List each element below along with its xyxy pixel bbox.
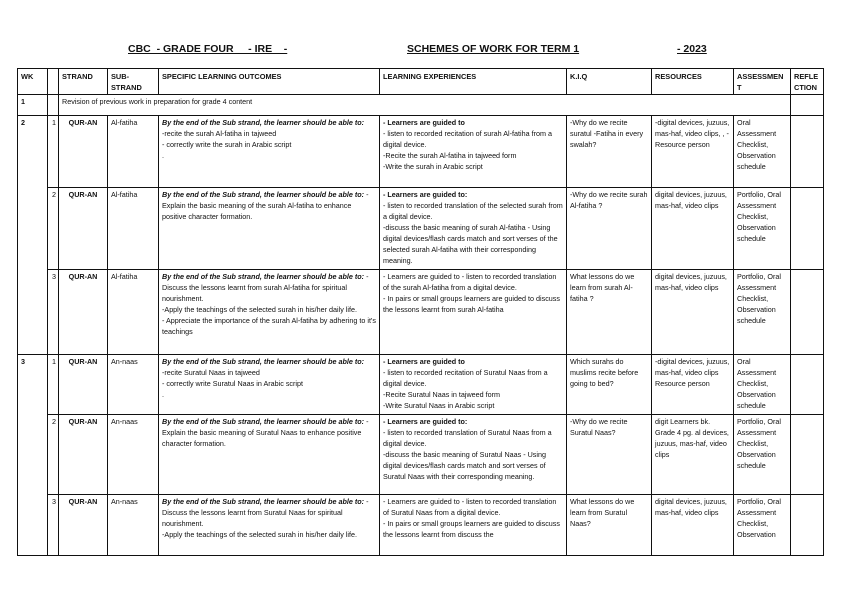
strand-cell: QUR-AN	[59, 355, 108, 415]
header-resources: RESOURCES	[652, 69, 734, 95]
slo-cell	[159, 116, 380, 188]
assessment-cell: Portfolio, Oral Assessment Checklist, Observation schedule	[734, 415, 791, 495]
assessment-cell: Oral Assessment Checklist, Observation schedule	[734, 116, 791, 188]
slo-item: -Explain the basic meaning of Suratul Naas to enhance positive character formation.	[162, 417, 369, 448]
slo-item: -Explain the basic meaning of the surah Al-fatiha to enhance positive character formation.	[162, 190, 369, 221]
substrand-cell: Al-fatiha	[108, 116, 159, 188]
le-item: - In pairs or small groups learners are guided to discuss the lessons learnt from surah Al-fatiha	[383, 294, 560, 314]
lesson-cell: 2	[48, 415, 59, 495]
title-grade: CBC - GRADE FOUR - IRE -	[128, 43, 288, 55]
lesson-cell: 2	[48, 188, 59, 270]
le-item: -Write the surah in Arabic script	[383, 162, 483, 171]
slo-lead: By the end of the Sub strand, the learner should be able to:	[162, 272, 365, 281]
header-assessment: ASSESSMENT	[734, 69, 791, 95]
slo-cell	[159, 188, 380, 270]
le-item: -discuss the basic meaning of Suratul Naas - Using digital devices/flash cards match and sort verses of Suratul Naas with their corresponding meaning.	[383, 450, 546, 481]
slo-item: - Appreciate the importance of the surah Al-fatiha by adhering to it's teachings	[162, 316, 376, 336]
kiq-cell: -Why do we recite suratul -Fatiha in every swalah?	[567, 116, 652, 188]
le-cell	[380, 415, 567, 495]
lesson-cell: 1	[48, 116, 59, 188]
reflection-cell	[791, 188, 824, 270]
slo-cell	[159, 495, 380, 556]
kiq-cell: -Why do we recite Suratul Naas?	[567, 415, 652, 495]
table-row	[18, 495, 824, 556]
header-le: LEARNING EXPERIENCES	[380, 69, 567, 95]
wk-cell: 1	[18, 95, 48, 116]
strand-cell: QUR-AN	[59, 188, 108, 270]
le-item: - listen to recorded recitation of Suratul Naas from a digital device.	[383, 368, 548, 388]
substrand-cell: Al-fatiha	[108, 270, 159, 355]
substrand-cell: An-naas	[108, 495, 159, 556]
lesson-cell: 1	[48, 355, 59, 415]
le-lead: - Learners are guided to:	[383, 190, 468, 199]
substrand-cell: An-naas	[108, 415, 159, 495]
kiq-cell: What lessons do we learn from Suratul Naas?	[567, 495, 652, 556]
le-item: - listen to recorded translation of Suratul Naas from a digital device.	[383, 428, 552, 448]
title-schemes: SCHEMES OF WORK FOR TERM 1	[407, 43, 580, 55]
resources-cell: digital devices, juzuus, mas-haf, video clips	[652, 495, 734, 556]
header-kiq: K.I.Q	[567, 69, 652, 95]
resources-cell: -digital devices, juzuus, mas-haf, video clips, , -Resource person	[652, 116, 734, 188]
kiq-cell: What lessons do we learn from surah Al-fatiha ?	[567, 270, 652, 355]
resources-cell: digital devices, juzuus, mas-haf, video clips	[652, 270, 734, 355]
le-cell	[380, 116, 567, 188]
le-item: -Recite the surah Al-fatiha in tajweed form	[383, 151, 517, 160]
slo-item: - correctly write Suratul Naas in Arabic script	[162, 379, 303, 388]
le-item: -Write Suratul Naas in Arabic script	[383, 401, 495, 410]
resources-cell: digital devices, juzuus, mas-haf, video clips	[652, 188, 734, 270]
le-lead: - Learners are guided to	[383, 357, 465, 366]
header-slo: SPECIFIC LEARNING OUTCOMES	[159, 69, 380, 95]
assessment-cell: Portfolio, Oral Assessment Checklist, Observation schedule	[734, 270, 791, 355]
le-item: - listen to recorded recitation of surah Al-fatiha from a digital device.	[383, 129, 552, 149]
slo-item: -Discuss the lessons learnt from Suratul Naas for spiritual nourishment.	[162, 497, 369, 528]
document-title	[0, 43, 841, 57]
reflection-cell	[791, 355, 824, 415]
lesson-cell: 3	[48, 495, 59, 556]
le-item: -Recite Suratul Naas in tajweed form	[383, 390, 501, 399]
le-lead: - Learners are guided to	[383, 118, 465, 127]
reflection-cell	[791, 270, 824, 355]
strand-cell: QUR-AN	[59, 116, 108, 188]
slo-cell	[159, 415, 380, 495]
strand-cell: QUR-AN	[59, 415, 108, 495]
kiq-cell: Which surahs do muslims recite before going to bed?	[567, 355, 652, 415]
strand-cell: QUR-AN	[59, 270, 108, 355]
header-substrand: SUB-STRAND	[108, 69, 159, 95]
le-item: -discuss the basic meaning of surah Al-fatiha - Using digital devices/flash cards match and sort verses of the selected surah Al-fatiha with their corresponding meaning.	[383, 223, 558, 265]
wk-cell: 2	[18, 116, 48, 355]
header-wk: WK	[18, 69, 48, 95]
slo-lead: By the end of the Sub strand, the learner should be able to:	[162, 417, 365, 426]
assessment-cell: Oral Assessment Checklist, Observation schedule	[734, 355, 791, 415]
slo-item: .	[162, 390, 164, 399]
table-row	[18, 355, 824, 415]
assessment-cell: Portfolio, Oral Assessment Checklist, Observation	[734, 495, 791, 556]
slo-lead: By the end of the Sub strand, the learner should be able to:	[162, 497, 365, 506]
le-cell	[380, 355, 567, 415]
slo-lead: By the end of the Sub strand, the learner should be able to:	[162, 118, 365, 127]
substrand-cell: An-naas	[108, 355, 159, 415]
slo-item: -Discuss the lessons learnt from surah Al-fatiha for spiritual nourishment.	[162, 272, 369, 303]
slo-cell	[159, 355, 380, 415]
reflection-cell	[791, 116, 824, 188]
slo-item: -recite Suratul Naas in tajweed	[162, 368, 260, 377]
assessment-cell: Portfolio, Oral Assessment Checklist, Observation schedule	[734, 188, 791, 270]
le-item: - listen to recorded translation of the selected surah from a digital device.	[383, 201, 563, 221]
reflection-cell	[791, 495, 824, 556]
slo-lead: By the end of the Sub strand, the learner should be able to:	[162, 190, 365, 199]
le-lead: - Learners are guided to:	[383, 417, 468, 426]
header-lesson	[48, 69, 59, 95]
le-cell	[380, 188, 567, 270]
le-item: - Learners are guided to - listen to recorded translation of Suratul Naas from a digital device.	[383, 497, 557, 517]
slo-lead: By the end of the Sub strand, the learner should be able to:	[162, 357, 365, 366]
wk-cell: 3	[18, 355, 48, 556]
table-row	[18, 415, 824, 495]
resources-cell: -digital devices, juzuus, mas-haf, video clips Resource person	[652, 355, 734, 415]
slo-item: .	[162, 151, 164, 160]
table-row	[18, 270, 824, 355]
reflection-cell	[791, 415, 824, 495]
le-item: - In pairs or small groups learners are guided to discuss the lessons learnt from discuss the	[383, 519, 560, 539]
header-row	[18, 69, 824, 95]
header-strand: STRAND	[59, 69, 108, 95]
lesson-cell: 3	[48, 270, 59, 355]
schemes-table	[17, 68, 824, 556]
le-item: - Learners are guided to - listen to recorded translation of the surah Al-fatiha from a digital device.	[383, 272, 557, 292]
slo-cell	[159, 270, 380, 355]
le-cell	[380, 270, 567, 355]
title-year: - 2023	[677, 43, 707, 55]
resources-cell: digit Learners bk. Grade 4 pg. al devices, juzuus, mas-haf, video clips	[652, 415, 734, 495]
slo-item: - correctly write the surah in Arabic script	[162, 140, 292, 149]
header-reflection: REFLECTION	[791, 69, 824, 95]
revision-row	[18, 95, 824, 116]
strand-cell: QUR-AN	[59, 495, 108, 556]
le-cell	[380, 495, 567, 556]
slo-item: -recite the surah Al-fatiha in tajweed	[162, 129, 277, 138]
table-row	[18, 116, 824, 188]
substrand-cell: Al-fatiha	[108, 188, 159, 270]
revision-text: Revision of previous work in preparation for grade 4 content	[59, 95, 791, 116]
table-row	[18, 188, 824, 270]
kiq-cell: -Why do we recite surah Al-fatiha ?	[567, 188, 652, 270]
slo-item: -Apply the teachings of the selected surah in his/her daily life.	[162, 305, 357, 314]
slo-item: -Apply the teachings of the selected surah in his/her daily life.	[162, 530, 357, 539]
